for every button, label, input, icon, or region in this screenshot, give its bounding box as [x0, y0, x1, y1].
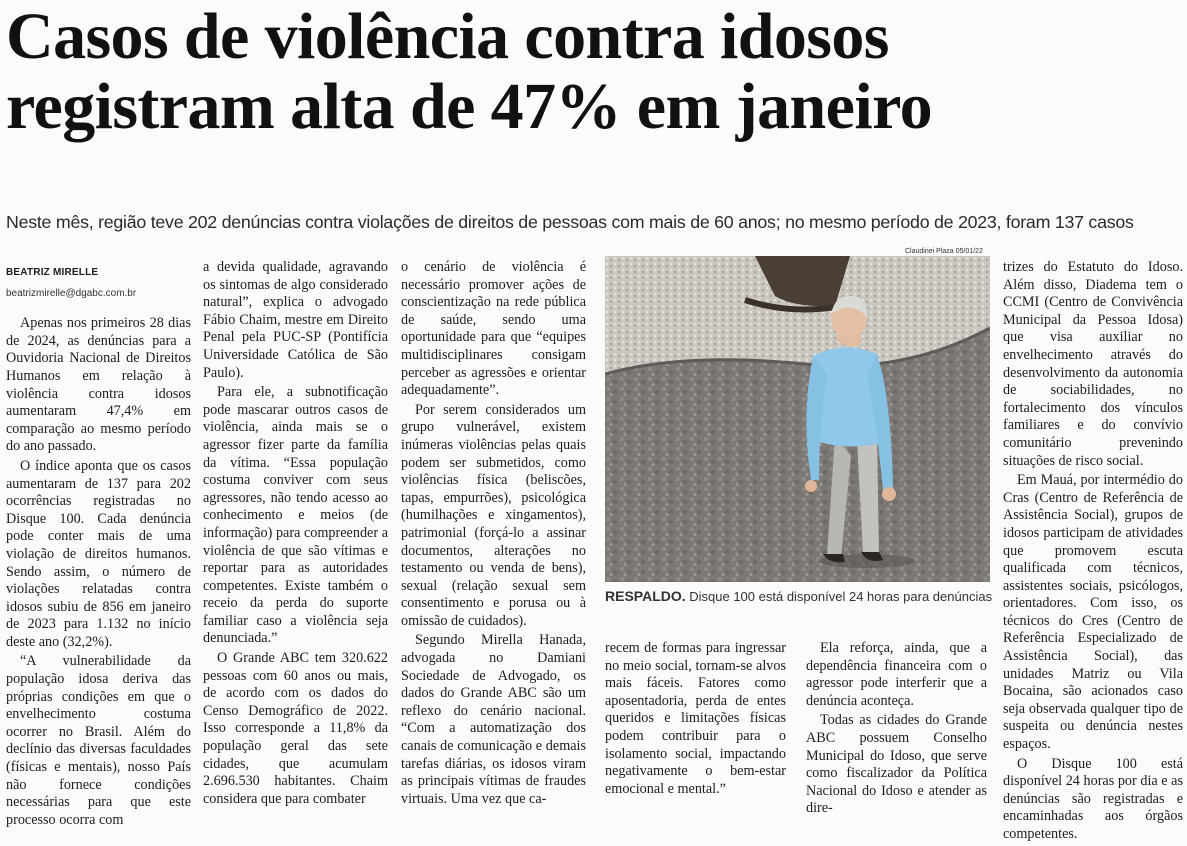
author-byline: BEATRIZ MIRELLE	[6, 267, 99, 278]
column-1	[6, 262, 191, 831]
paragraph: O Disque 100 está disponível 24 horas por dia e as denúncias são registradas e encaminhadas aos órgãos competentes.	[1003, 755, 1183, 842]
subheadline: Neste mês, região teve 202 denúncias contra violações de direitos de pessoas com mais de 60 anos; no mesmo período de 2023, foram 137 casos	[6, 212, 1134, 232]
paragraph: O Grande ABC tem 320.622 pessoas com 60 anos ou mais, de acordo com os dados do Censo Demográfico de 2022. Isso corresponde a 11,8% da população geral das sete cidades, que acumulam 2.696.530 habitantes. Chaim considera que para combater	[203, 650, 388, 807]
paragraph: o cenário de violência é necessário promover ações de conscientização na rede pública de saúde, sendo uma oportunidade para que “equipes multidisciplinares consigam perceber as agressões e orientar adequadamente”.	[401, 259, 586, 399]
paragraph: Para ele, a subnotificação pode mascarar outros casos de violência, ainda mais se o agressor fizer parte da família da vítima. “Essa população costuma conviver com seus agressores, não tendo acesso ao conhecimento e meios (de informação) para compreender a violência de que são vítimas e reportar para as autoridades competentes. Existe também o receio da perda do suporte familiar caso a violência seja denunciada.”	[203, 384, 388, 647]
photo-credit: Claudinei Plaza 05/01/22	[905, 248, 983, 255]
paragraph: recem de formas para ingressar no meio social, tornam-se alvos mais fáceis. Fatores como aposentadoria, perda de entes queridos e limitações físicas podem contribuir para o isolamento social, impactando negativamente o bem-estar emocional e mental.”	[605, 640, 786, 797]
paragraph: Ela reforça, ainda, que a dependência financeira com o agressor pode interferir que a denúncia aconteça.	[806, 640, 987, 709]
caption-text: Disque 100 está disponível 24 horas para denúncias	[685, 589, 993, 604]
paragraph: “A vulnerabilidade da população idosa deriva das próprias condições em que o envelhecimento costuma ocorrer no Brasil. Além do declínio das diversas faculdades (físicas e mentais), nosso País não fornece condições necessárias para que este processo ocorra com	[6, 653, 191, 828]
paragraph: Por serem considerados um grupo vulnerável, existem inúmeras violências pelas quais podem ser submetidos, como violências física (beliscões, tapas, empurrões), psicológica (humilhações e xingamentos), patrimonial (forçá-lo a assinar documentos, alterações no testamento ou venda de bens), sexual (relação sexual sem consentimento e porusa ou à omissão de cuidados).	[401, 401, 586, 629]
column-5	[806, 640, 987, 820]
paragraph: a devida qualidade, agravando os sintomas de algo considerado natural”, explica o advogado Fábio Chaim, mestre em Direito Penal pela PUC-SP (Pontifícia Universidade Católica de São Paulo).	[203, 259, 388, 381]
column-4	[605, 640, 786, 800]
paragraph: Em Mauá, por intermédio do Cras (Centro de Referência de Assistência Social), grupos de idosos participam de atividades que promovem escuta qualificada com técnicos, assistentes sociais, psicólogos, orientadores. Com isso, os técnicos do Cres (Centro de Referência Especializado de Assistência Social), das unidades Matriz ou Vila Bocaina, são acionados caso seja observada qualquer tipo de suspeita ou denúncia nestes espaços.	[1003, 472, 1183, 753]
paragraph: O índice aponta que os casos aumentaram de 137 para 202 ocorrências registradas no Disque 100. Cada denúncia pode conter mais de uma violação de direitos humanos. Sendo assim, o número de violações relatadas contra idosos subiu de 856 em janeiro de 2023 para 1.132 no início deste ano (32,2%).	[6, 457, 191, 650]
photo-caption	[605, 588, 993, 604]
paragraph: Apenas nos primeiros 28 dias de 2024, as denúncias para a Ouvidoria Nacional de Direitos Humanos em relação à violência contra idosos aumentaram 47,4% em comparação ao mesmo período do ano passado.	[6, 315, 191, 455]
column-6	[1003, 259, 1183, 846]
author-email: beatrizmirelle@dgabc.com.br	[6, 287, 137, 299]
column-3	[401, 259, 586, 810]
headline	[6, 2, 1184, 142]
headline-line-2: registram alta de 47% em janeiro	[6, 70, 932, 143]
elderly-man-walking-illustration	[605, 256, 990, 582]
column-2	[203, 259, 388, 810]
paragraph: Segundo Mirella Hanada, advogada no Damiani Sociedade de Advogado, os dados do Grande ABC são um reflexo do cenário nacional. “Com a automatização dos canais de comunicação e demais tarefas diárias, os idosos viram as principais vítimas de fraudes virtuais. Uma vez que ca-	[401, 632, 586, 807]
article-photo	[605, 256, 990, 582]
paragraph: Todas as cidades do Grande ABC possuem Conselho Municipal do Idoso, que serve como fiscalizador da Política Nacional do Idoso e atender as dire-	[806, 712, 987, 817]
headline-line-1: Casos de violência contra idosos	[6, 0, 889, 73]
caption-tag: RESPALDO.	[605, 588, 686, 604]
paragraph: trizes do Estatuto do Idoso. Além disso, Diadema tem o CCMI (Centro de Convivência Municipal da Pessoa Idosa) que visa auxiliar no envelhecimento através do desenvolvimento da autonomia de sociabilidades, no fortalecimento dos vínculos familiares e do convívio comunitário prevenindo situações de risco social.	[1003, 259, 1183, 469]
